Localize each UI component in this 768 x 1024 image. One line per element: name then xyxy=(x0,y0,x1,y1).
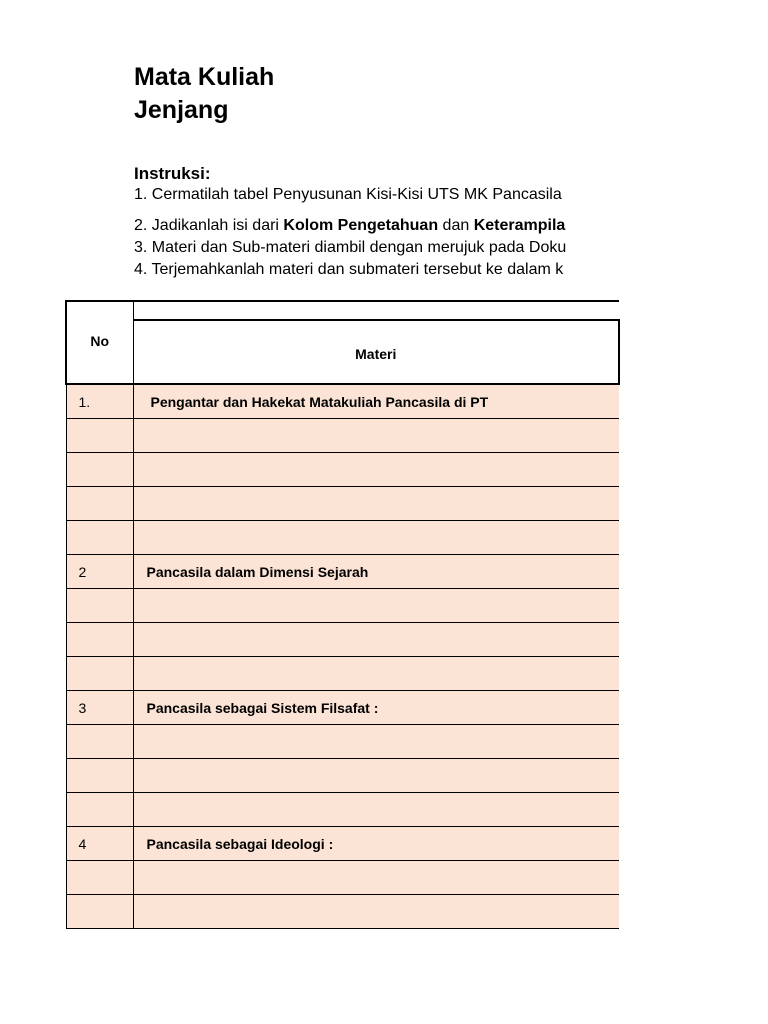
instructions-heading: Instruksi: xyxy=(134,164,211,183)
row-materi: Pancasila sebagai Ideologi : xyxy=(133,827,619,861)
instruction-text: 2. Jadikanlah isi dari xyxy=(134,217,284,234)
table-row xyxy=(66,827,619,861)
row-number xyxy=(66,623,133,657)
row-number xyxy=(66,793,133,827)
instruction-text: dan xyxy=(438,217,474,234)
row-materi xyxy=(133,793,619,827)
table-row xyxy=(66,487,619,521)
row-materi xyxy=(133,861,619,895)
level-title: Jenjang xyxy=(134,96,229,124)
table-row xyxy=(66,419,619,453)
row-materi xyxy=(133,623,619,657)
row-number xyxy=(66,759,133,793)
header-no: No xyxy=(66,301,133,384)
row-number xyxy=(66,657,133,691)
course-title: Mata Kuliah xyxy=(134,63,275,91)
row-materi xyxy=(133,725,619,759)
table-row xyxy=(66,384,619,419)
row-number xyxy=(66,861,133,895)
instruction-text: 3. Materi dan Sub-materi diambil dengan merujuk pada Doku xyxy=(134,239,567,256)
row-number xyxy=(66,453,133,487)
header-materi: Materi xyxy=(133,320,619,384)
table-row xyxy=(66,521,619,555)
table-row xyxy=(66,895,619,929)
kisi-kisi-table xyxy=(65,300,620,929)
row-materi xyxy=(133,419,619,453)
instruction-line-1 xyxy=(134,185,618,205)
row-materi: Pengantar dan Hakekat Matakuliah Pancasila di PT xyxy=(133,384,619,419)
instruction-line-4 xyxy=(134,260,618,280)
header-top-strip xyxy=(133,301,619,320)
instruction-bold-text: Kolom Pengetahuan xyxy=(283,217,439,234)
row-number xyxy=(66,521,133,555)
row-materi xyxy=(133,453,619,487)
table-row xyxy=(66,589,619,623)
row-number xyxy=(66,895,133,929)
row-materi xyxy=(133,759,619,793)
table-row xyxy=(66,861,619,895)
table-row xyxy=(66,657,619,691)
row-materi xyxy=(133,487,619,521)
table-row xyxy=(66,725,619,759)
row-number: 4 xyxy=(66,827,133,861)
row-materi xyxy=(133,657,619,691)
row-number xyxy=(66,725,133,759)
row-number xyxy=(66,487,133,521)
row-materi: Pancasila dalam Dimensi Sejarah xyxy=(133,555,619,589)
instruction-text: 4. Terjemahkanlah materi dan submateri tersebut ke dalam k xyxy=(134,261,564,278)
instruction-text: 1. Cermatilah tabel Penyusunan Kisi-Kisi UTS MK Pancasila xyxy=(134,186,562,203)
instruction-bold-text: Keterampila xyxy=(473,217,566,234)
instruction-line-3 xyxy=(134,238,618,258)
row-materi xyxy=(133,589,619,623)
row-materi xyxy=(133,895,619,929)
table-row xyxy=(66,759,619,793)
table-row xyxy=(66,691,619,725)
row-number: 3 xyxy=(66,691,133,725)
row-number xyxy=(66,419,133,453)
row-number xyxy=(66,589,133,623)
row-number: 1. xyxy=(66,384,133,419)
row-number: 2 xyxy=(66,555,133,589)
table-row xyxy=(66,453,619,487)
instruction-line-2 xyxy=(134,216,618,236)
table-row xyxy=(66,793,619,827)
row-materi: Pancasila sebagai Sistem Filsafat : xyxy=(133,691,619,725)
row-materi xyxy=(133,521,619,555)
table-row xyxy=(66,623,619,657)
table-row xyxy=(66,555,619,589)
